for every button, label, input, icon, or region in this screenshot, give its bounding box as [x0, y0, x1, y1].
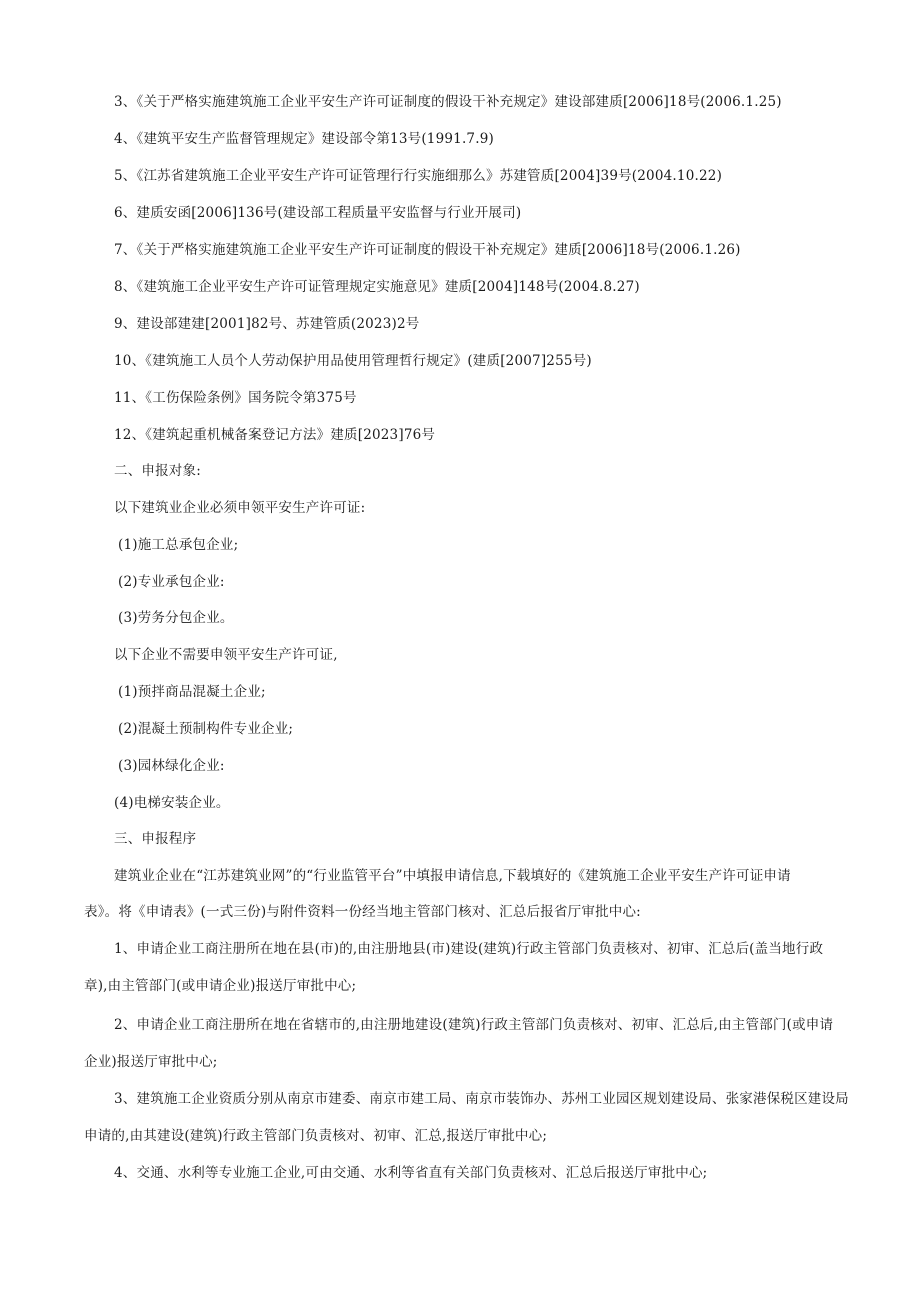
- procedure-item-2-line1: 2、申请企业工商注册所在地在省辖市的,由注册地建设(建筑)行政主管部门负责核对、初审、汇总后,由主管部门(或申请: [114, 1017, 834, 1033]
- procedure-item-2-line2: 企业)报送厅审批中心;: [84, 1054, 218, 1070]
- section3-heading: 三、申报程序: [114, 831, 197, 847]
- exempt-item-4: (4)电梯安装企业。: [114, 795, 230, 811]
- exempt-item-3: (3)园林绿化企业:: [118, 758, 225, 774]
- procedure-item-3-line1: 3、建筑施工企业资质分别从南京市建委、南京市建工局、南京市装饰办、苏州工业园区规划建设局、张家港保税区建设局: [114, 1091, 849, 1107]
- procedure-item-1-line2: 章),由主管部门(或申请企业)报送厅审批中心;: [84, 978, 357, 994]
- law-item-10: 10、《建筑施工人员个人劳动保护用品使用管理哲行规定》(建质[2007]255号): [114, 353, 592, 369]
- procedure-item-1-line1: 1、申请企业工商注册所在地在县(市)的,由注册地县(市)建设(建筑)行政主管部门负责核对、初审、汇总后(盖当地行政: [114, 941, 824, 957]
- required-item-1: (1)施工总承包企业;: [118, 537, 239, 553]
- required-intro: 以下建筑业企业必须申领平安生产许可证:: [114, 500, 366, 516]
- law-item-4: 4、《建筑平安生产监督管理规定》建设部令第13号(1991.7.9): [114, 131, 494, 147]
- law-item-12: 12、《建筑起重机械备案登记方法》建质[2023]76号: [114, 427, 436, 443]
- law-item-3: 3、《关于严格实施建筑施工企业平安生产许可证制度的假设干补充规定》建设部建质[2006]18号(2006.1.25): [114, 94, 782, 110]
- section3-intro-line2: 表》。将《申请表》(一式三份)与附件资料一份经当地主管部门核对、汇总后报省厅审批中心:: [84, 904, 641, 920]
- law-item-6: 6、建质安函[2006]136号(建设部工程质量平安监督与行业开展司): [114, 205, 522, 221]
- exempt-intro: 以下企业不需要申领平安生产许可证,: [114, 647, 338, 663]
- law-item-5: 5、《江苏省建筑施工企业平安生产许可证管理行行实施细那么》苏建管质[2004]39号(2004.10.22): [114, 168, 723, 184]
- exempt-item-2: (2)混凝土预制构件专业企业;: [118, 721, 294, 737]
- section2-heading: 二、申报对象:: [114, 463, 201, 479]
- exempt-item-1: (1)预拌商品混凝土企业;: [118, 684, 266, 700]
- law-item-7: 7、《关于严格实施建筑施工企业平安生产许可证制度的假设干补充规定》建质[2006]18号(2006.1.26): [114, 242, 741, 258]
- procedure-item-4: 4、交通、水利等专业施工企业,可由交通、水利等省直有关部门负责核对、汇总后报送厅审批中心;: [114, 1165, 708, 1181]
- law-item-8: 8、《建筑施工企业平安生产许可证管理规定实施意见》建质[2004]148号(2004.8.27): [114, 279, 640, 295]
- law-item-9: 9、建设部建建[2001]82号、苏建管质(2023)2号: [114, 316, 420, 332]
- law-item-11: 11、《工伤保险条例》国务院令第375号: [114, 390, 357, 406]
- section3-intro-line1: 建筑业企业在“江苏建筑业网”的“行业监管平台”中填报申请信息,下载填好的《建筑施工企业平安生产许可证申请: [114, 868, 791, 884]
- required-item-2: (2)专业承包企业:: [118, 574, 225, 590]
- required-item-3: (3)劳务分包企业。: [118, 610, 234, 626]
- procedure-item-3-line2: 申请的,由其建设(建筑)行政主管部门负责核对、初审、汇总,报送厅审批中心;: [84, 1128, 548, 1144]
